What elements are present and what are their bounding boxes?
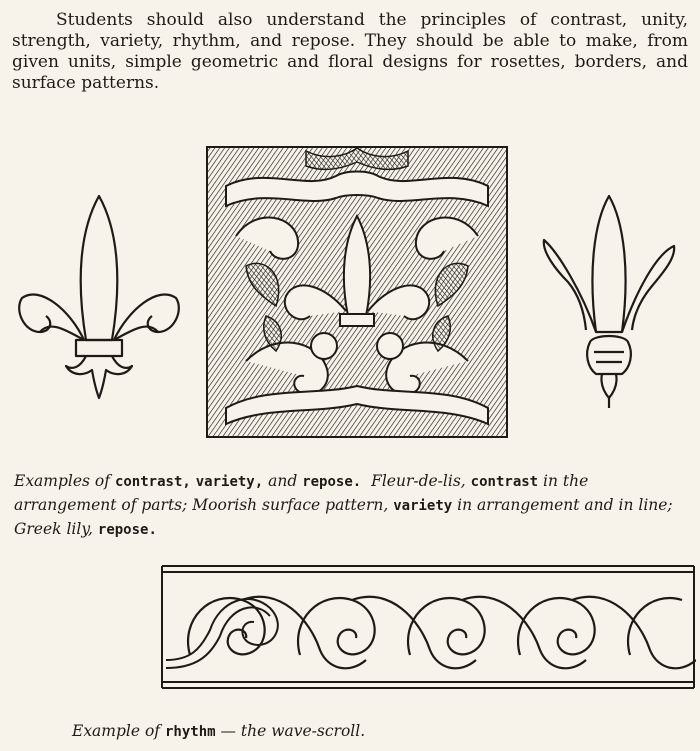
intro-paragraph bbox=[12, 10, 688, 94]
wave-scroll-figure bbox=[160, 560, 696, 696]
fleur-de-lis-figure bbox=[10, 190, 188, 405]
greek-lily-figure bbox=[538, 192, 680, 412]
caption-text-5: in arrangement and in line; Greek lily, bbox=[14, 496, 673, 538]
intro-text: Students should also understand the principles of contrast, unity, strength, variety, rhythm, and repose. They should be able to make, from given units, simple geometric and floral designs for rosettes, borders, and surface patterns. bbox=[12, 10, 688, 93]
caption-term-variety-2: variety bbox=[393, 498, 453, 514]
caption-wave-scroll bbox=[72, 722, 672, 740]
caption-text-4: in the arrangement of parts; Moorish surface pattern, bbox=[14, 472, 589, 514]
caption-term-repose: repose. bbox=[302, 474, 362, 490]
caption-text-2: and bbox=[268, 472, 298, 490]
caption-figures bbox=[14, 470, 686, 542]
moorish-pattern-figure bbox=[206, 146, 508, 438]
caption-term-variety: variety, bbox=[195, 474, 264, 490]
caption-term-repose-2: repose. bbox=[97, 522, 157, 538]
caption2-term-rhythm: rhythm bbox=[164, 724, 216, 740]
caption2-text-1: Example of bbox=[72, 722, 161, 740]
caption-term-contrast-2: contrast bbox=[470, 474, 539, 490]
caption-term-contrast: contrast, bbox=[114, 474, 191, 490]
caption-text-3: Fleur-de-lis, bbox=[371, 472, 466, 490]
caption2-text-2: — the wave-scroll. bbox=[220, 722, 366, 740]
caption-text-1: Examples of bbox=[14, 472, 110, 490]
